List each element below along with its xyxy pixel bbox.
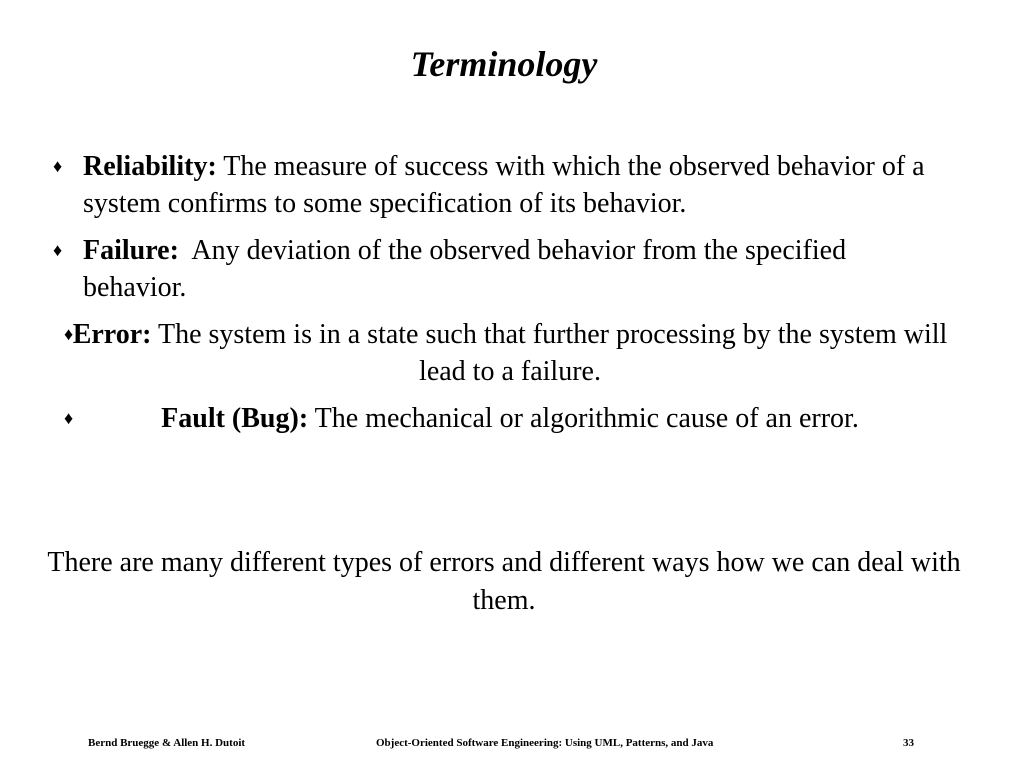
bullet-fault <box>0 400 960 437</box>
diamond-bullet-icon: ♦ <box>53 156 63 176</box>
term-label: Failure: <box>83 235 179 266</box>
term-definition: Any deviation of the observed behavior from the specified behavior. <box>83 235 847 303</box>
term-definition: The mechanical or algorithmic cause of an error. <box>314 403 859 434</box>
bullet-reliability <box>0 148 943 222</box>
term-label: Reliability: <box>83 151 217 182</box>
term-label: Error: <box>72 319 152 350</box>
bullet-failure <box>0 232 943 306</box>
summary-text: There are many different types of errors and different ways how we can deal with them. <box>47 547 961 616</box>
footer-book-title: Object-Oriented Software Engineering: Using UML, Patterns, and Java <box>376 737 714 749</box>
diamond-bullet-icon: ♦ <box>64 324 74 344</box>
bullet-error <box>0 316 960 390</box>
diamond-bullet-icon: ♦ <box>64 408 74 428</box>
diamond-bullet-icon: ♦ <box>53 240 63 260</box>
term-definition: The system is in a state such that further processing by the system will lead to a failure. <box>157 319 948 387</box>
footer-authors: Bernd Bruegge & Allen H. Dutoit <box>88 737 246 749</box>
term-label: Fault (Bug): <box>161 403 309 434</box>
term-definition: The measure of success with which the observed behavior of a system confirms to some specification of its behavior. <box>83 151 925 219</box>
bullet-list <box>0 148 1024 437</box>
footer-page-number: 33 <box>903 737 914 749</box>
slide-title: Terminology <box>410 44 598 84</box>
